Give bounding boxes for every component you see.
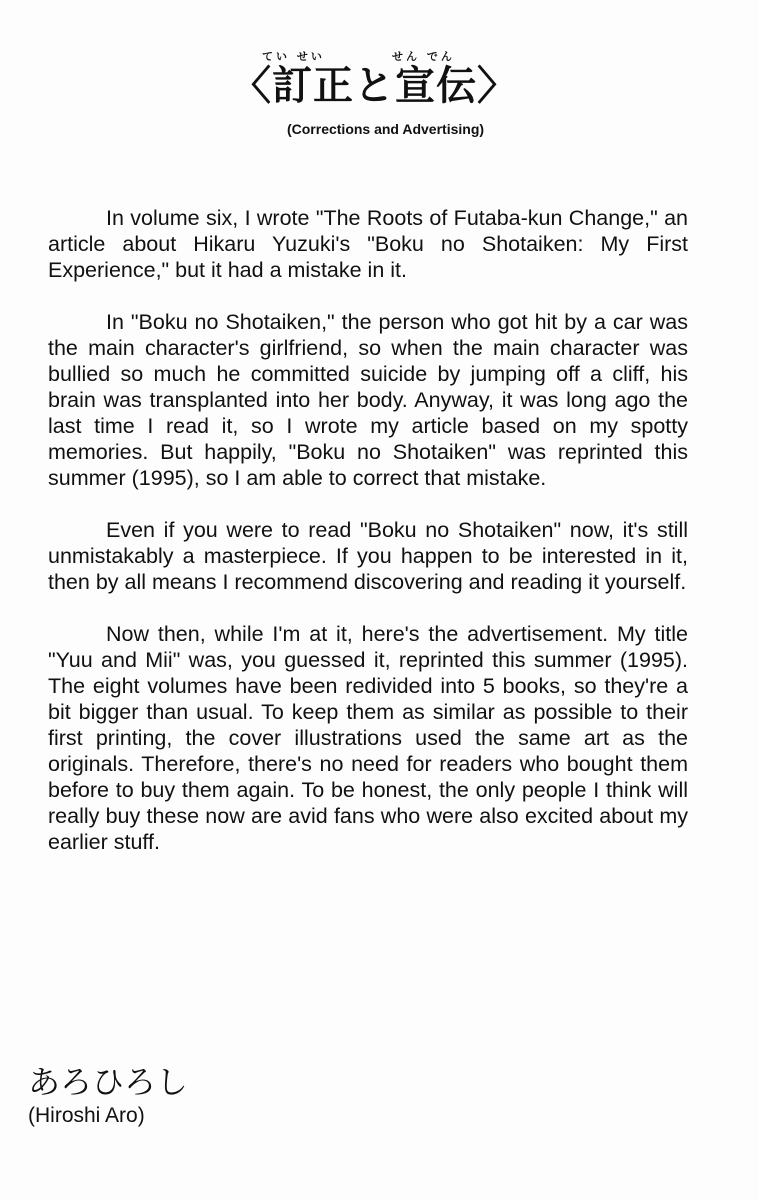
paragraph-3: Even if you were to read "Boku no Shotaiken" now, it's still unmistakably a masterpiece. If you happen to be interested in it, then by all means I recommend discovering and reading it yourself. [48, 518, 688, 594]
author-name-romaji: (Hiroshi Aro) [28, 1104, 145, 1127]
paragraph-2: In "Boku no Shotaiken," the person who got hit by a car was the main character's girlfriend, so when the main character was bullied so much he committed suicide by jumping off a cliff, his brain was transplanted into her body. Anyway, it was long ago the last time I read it, so I wrote my article based on my spotty memories. But happily, "Boku no Shotaiken" was reprinted this summer (1995), so I am able to correct that mistake. [48, 310, 688, 490]
page-subtitle: (Corrections and Advertising) [286, 121, 485, 137]
ruby-row [0, 48, 759, 64]
title-block [0, 48, 759, 108]
paragraph-1: In volume six, I wrote "The Roots of Futaba-kun Change," an article about Hikaru Yuzuki's "Boku no Shotaiken: My First Experience," but it had a mistake in it. [48, 206, 688, 282]
author-signature: あろひろし [28, 1063, 189, 1101]
article-body [48, 205, 688, 881]
ruby-senden: せん でん [392, 50, 455, 63]
page-title: 〈訂正と宣伝〉 [231, 63, 518, 109]
ruby-teisei: てい せい [262, 50, 325, 63]
paragraph-4: Now then, while I'm at it, here's the advertisement. My title "Yuu and Mii" was, you guessed it, reprinted this summer (1995). The eight volumes have been redivided into 5 books, so they're a bit bigger than usual. To keep them as similar as possible to their first printing, the cover illustrations used the same art as the originals. Therefore, there's no need for readers who bought them before to buy them again. To be honest, the only people I think will really buy these now are avid fans who were also excited about my earlier stuff. [48, 622, 688, 854]
